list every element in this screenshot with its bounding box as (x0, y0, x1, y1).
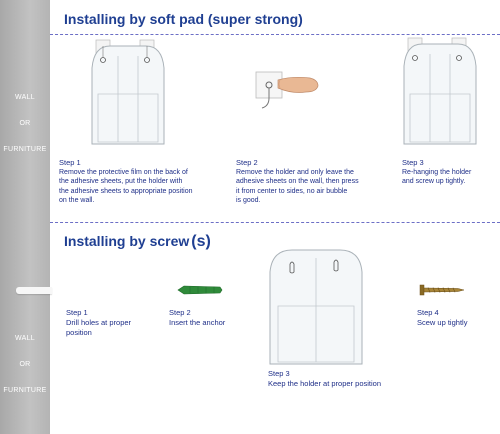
wall-label-top-1: WALL (14, 94, 35, 101)
soft-pad-step2-text (236, 168, 359, 205)
screw-step1-title: Step 1 (66, 308, 88, 317)
soft-pad-step3-line: and screw up tightly. (402, 178, 466, 186)
pressing-pad-image (244, 68, 320, 124)
soft-pad-step3-line: Re-hanging the holder (402, 169, 472, 176)
screw-title-main: Installing by screw (64, 233, 190, 249)
soft-pad-step1-line: Remove the protective film on the back of (59, 169, 188, 176)
rehung-holder-image (392, 36, 492, 148)
screw-step4-title: Step 4 (417, 308, 439, 317)
wall-label-top-3: FURNITURE (3, 146, 47, 153)
soft-pad-step2-line: is good. (236, 196, 261, 204)
soft-pad-step2-line: adhesive sheets on the wall, then press (236, 178, 359, 186)
screw-step4-text (417, 318, 467, 328)
screw-step3-text (268, 379, 381, 389)
soft-pad-step1-line: the adhesive sheets, put the holder with (59, 178, 183, 186)
screw-step2-line: Insert the anchor (169, 318, 226, 327)
screw-step2-title: Step 2 (169, 308, 191, 317)
soft-pad-step1-line: the adhesive sheets to appropriate position (59, 187, 193, 195)
wall-label-bottom-2: OR (19, 361, 31, 368)
screw-step2-text (169, 318, 225, 328)
screw-step1-text (66, 318, 131, 338)
holder-on-pads-image (80, 38, 180, 150)
soft-pad-step3-title: Step 3 (402, 158, 424, 167)
divider-middle (50, 222, 500, 223)
holder-image (262, 244, 372, 368)
screw-title (64, 233, 211, 251)
soft-pad-step3-text (402, 168, 471, 187)
soft-pad-step1-line: on the wall. (59, 196, 95, 204)
divider-top (50, 34, 500, 35)
soft-pad-step2-line: Remove the holder and only leave the (236, 169, 354, 176)
soft-pad-step2-line: it from center to sides, no air bubble (236, 187, 348, 195)
screw-step1-line: position (66, 328, 92, 337)
soft-pad-title: Installing by soft pad (super strong) (64, 11, 303, 27)
wall-label-bottom-3: FURNITURE (3, 387, 47, 394)
shelf-edge (16, 287, 52, 294)
screw-image (418, 283, 466, 297)
soft-pad-step2-title: Step 2 (236, 158, 258, 167)
soft-pad-step1-title: Step 1 (59, 158, 81, 167)
wall-label-bottom-1: WALL (14, 335, 35, 342)
soft-pad-step1-text (59, 168, 192, 205)
screw-step3-title: Step 3 (268, 369, 290, 378)
anchor-image (176, 284, 224, 296)
screw-step4-line: Scew up tightly (417, 318, 468, 327)
wall-label-top-2: OR (19, 120, 31, 127)
screw-title-suffix: (s) (191, 233, 211, 250)
screw-step1-line: Drill holes at proper (66, 318, 132, 327)
wall-strip (0, 0, 50, 434)
screw-step3-line: Keep the holder at proper position (268, 379, 381, 388)
